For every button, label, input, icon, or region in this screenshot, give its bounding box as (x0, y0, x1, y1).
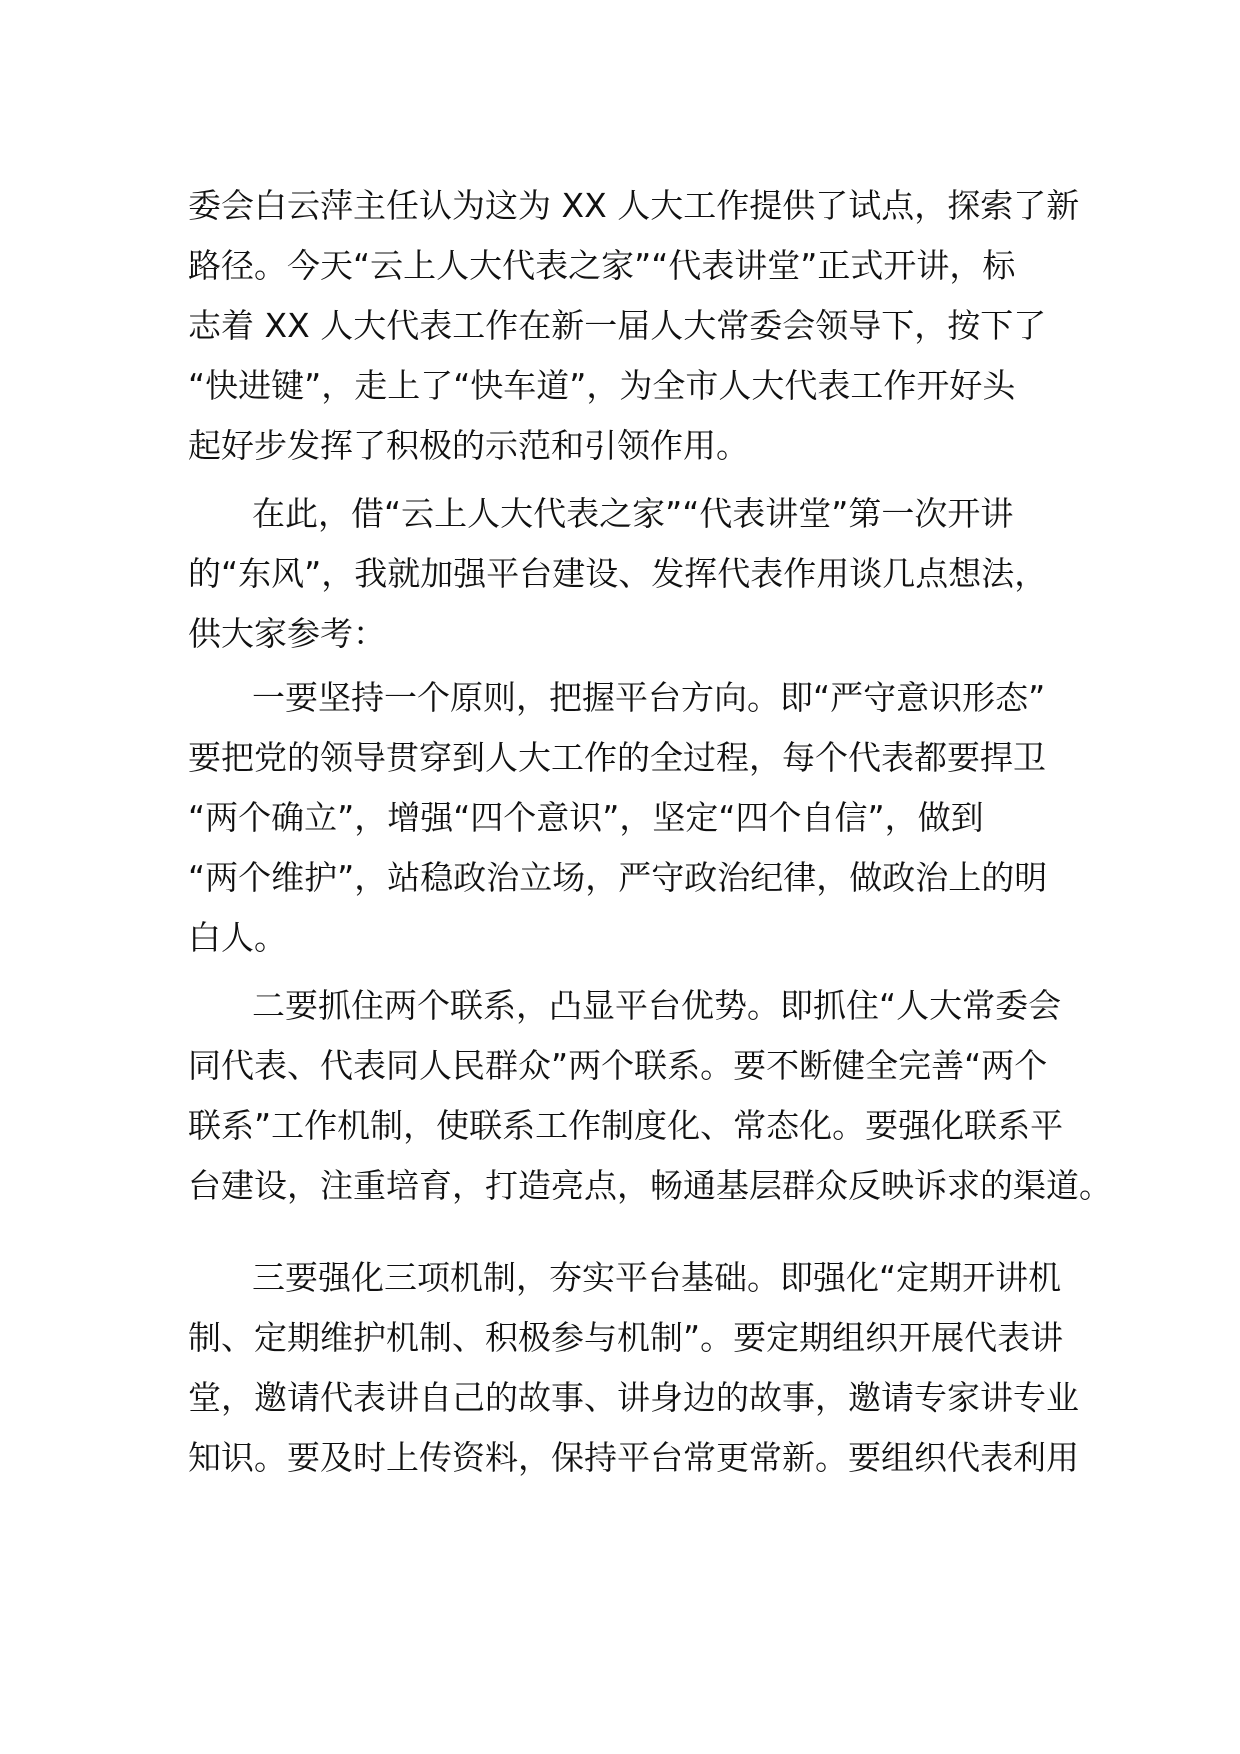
text-line: 联系”工作机制，使联系工作制度化、常态化。要强化联系平 (188, 1106, 1064, 1145)
text-line: 供大家参考： (188, 614, 386, 653)
text-line: 白人。 (188, 918, 287, 957)
text-line: 同代表、代表同人民群众”两个联系。要不断健全完善“两个 (188, 1046, 1048, 1085)
text-line: 路径。今天“云上人大代表之家”“代表讲堂”正式开讲，标 (188, 246, 1016, 285)
text-line: 制、定期维护机制、积极参与机制”。要定期组织开展代表讲 (188, 1318, 1064, 1357)
text-line: 起好步发挥了积极的示范和引领作用。 (188, 426, 749, 465)
text-line: 委会白云萍主任认为这为 XX 人大工作提供了试点，探索了新 (188, 186, 1080, 225)
text-line: 台建设，注重培育，打造亮点，畅通基层群众反映诉求的渠道。 (188, 1166, 1112, 1205)
paragraph-first-line: 三要强化三项机制，夯实平台基础。即强化“定期开讲机 (252, 1258, 1062, 1297)
paragraph-first-line: 一要坚持一个原则，把握平台方向。即“严守意识形态” (252, 678, 1046, 717)
paragraph-first-line: 二要抓住两个联系，凸显平台优势。即抓住“人大常委会 (252, 986, 1062, 1025)
text-line: 志着 XX 人大代表工作在新一届人大常委会领导下，按下了 (188, 306, 1047, 345)
text-line: “快进键”，走上了“快车道”，为全市人大代表工作开好头 (188, 366, 1016, 405)
paragraph-first-line: 在此，借“云上人大代表之家”“代表讲堂”第一次开讲 (252, 494, 1014, 533)
text-line: 知识。要及时上传资料，保持平台常更常新。要组织代表利用 (188, 1438, 1079, 1477)
text-line: 堂，邀请代表讲自己的故事、讲身边的故事，邀请专家讲专业 (188, 1378, 1079, 1417)
text-line: “两个确立”，增强“四个意识”，坚定“四个自信”，做到 (188, 798, 984, 837)
text-line: 要把党的领导贯穿到人大工作的全过程，每个代表都要捍卫 (188, 738, 1046, 777)
text-line: 的“东风”，我就加强平台建设、发挥代表作用谈几点想法， (188, 554, 1048, 593)
text-line: “两个维护”，站稳政治立场，严守政治纪律，做政治上的明 (188, 858, 1048, 897)
